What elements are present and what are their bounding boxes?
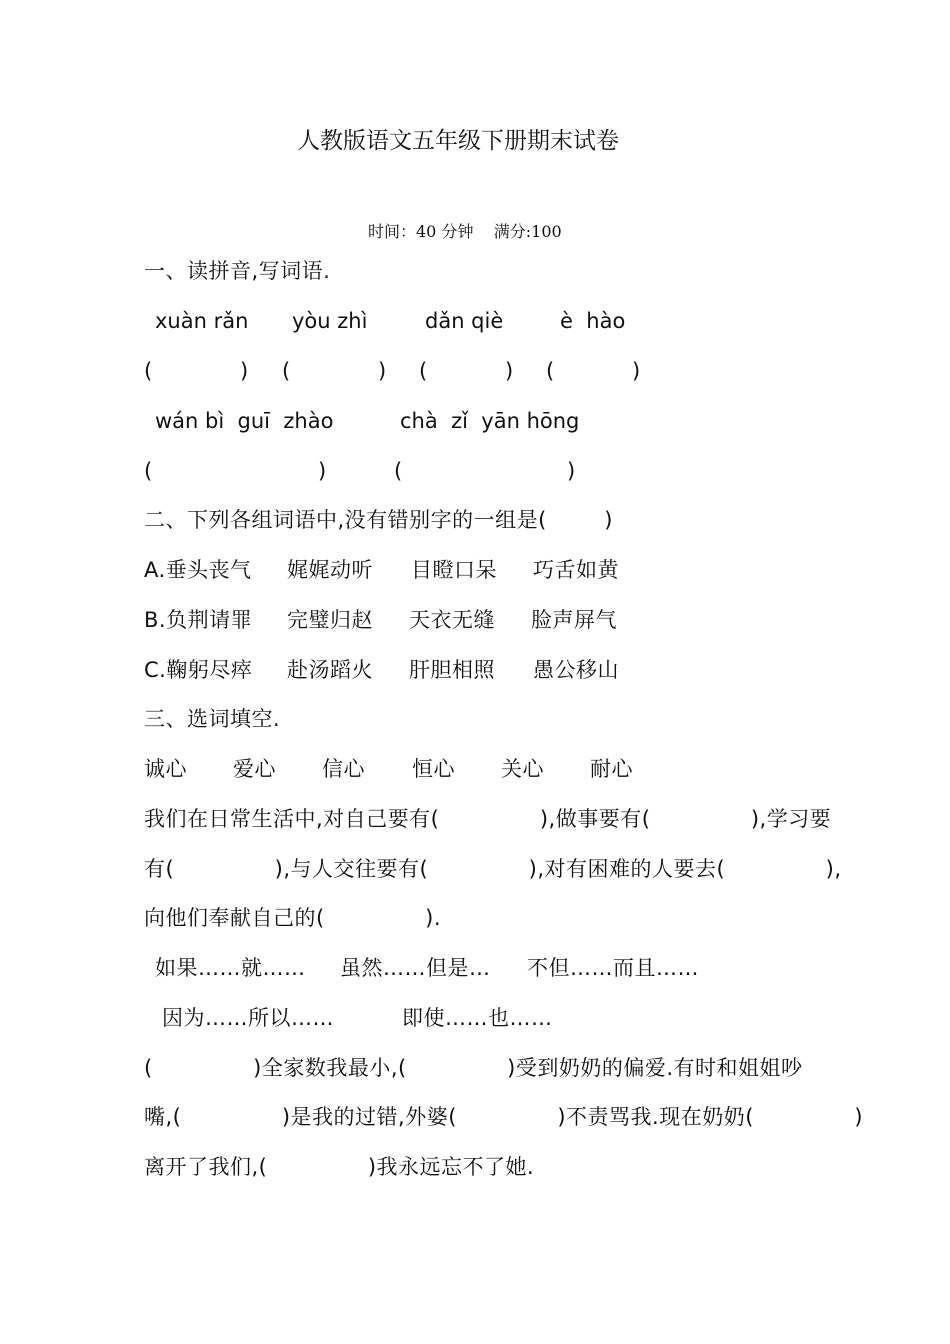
passage-line: 嘴,( )是我的过错,外婆( )不责骂我.现在奶奶( ) (144, 1105, 864, 1129)
pinyin-item: xuàn rǎn (155, 309, 249, 333)
word-choice: 恒心 (412, 757, 455, 781)
word-choice: 关心 (501, 757, 544, 781)
word-choice: 耐心 (590, 757, 633, 781)
conjunction-choice: 不但……而且…… (527, 956, 699, 980)
option-a-word: A.垂头丧气 (144, 558, 252, 582)
passage-line: 离开了我们,( )我永远忘不了她. (144, 1155, 535, 1179)
option-c-word: 赴汤蹈火 (287, 658, 373, 682)
answer-paren-close: ) (567, 459, 576, 483)
pinyin-item: è hào (560, 309, 626, 333)
option-b-word: 脸声屏气 (531, 608, 617, 632)
answer-paren-close: ) (632, 359, 641, 383)
answer-paren-open: ( (282, 359, 291, 383)
answer-paren-close: ) (318, 459, 327, 483)
section3-heading: 三、选词填空. (144, 707, 281, 731)
answer-paren-open: ( (419, 359, 428, 383)
option-c-word: 肝胆相照 (409, 658, 495, 682)
conjunction-choice: 即使……也…… (402, 1006, 553, 1030)
section2-heading: 二、下列各组词语中,没有错别字的一组是( ) (144, 508, 613, 532)
answer-paren-open: ( (144, 459, 153, 483)
passage-line: 向他们奉献自己的( ). (144, 906, 442, 930)
word-choice: 诚心 (144, 757, 187, 781)
word-choice: 信心 (322, 757, 365, 781)
pinyin-item: dǎn qiè (425, 309, 504, 333)
word-choice: 爱心 (233, 757, 276, 781)
passage-line: 我们在日常生活中,对自己要有( ),做事要有( ),学习要 (144, 807, 832, 831)
option-b-word: 完璧归赵 (287, 608, 373, 632)
option-c-word: 愚公移山 (533, 658, 619, 682)
pinyin-item: wán bì guī zhào (155, 409, 334, 433)
page-title: 人教版语文五年级下册期末试卷 (297, 128, 619, 154)
option-b-word: 天衣无缝 (409, 608, 495, 632)
passage-line: 有( ),与人交往要有( ),对有困难的人要去( ), (144, 857, 842, 881)
conjunction-choice: 因为……所以…… (162, 1006, 334, 1030)
answer-paren-close: ) (378, 359, 387, 383)
exam-meta: 时间：40 分钟 满分:100 (368, 222, 562, 241)
conjunction-choice: 虽然……但是… (340, 956, 491, 980)
answer-paren-open: ( (144, 359, 153, 383)
passage-line: ( )全家数我最小,( )受到奶奶的偏爱.有时和姐姐吵 (144, 1056, 803, 1080)
answer-paren-open: ( (394, 459, 403, 483)
option-a-word: 目瞪口呆 (411, 558, 497, 582)
option-a-word: 巧舌如黄 (533, 558, 619, 582)
answer-paren-close: ) (240, 359, 249, 383)
pinyin-item: yòu zhì (292, 309, 368, 333)
section1-heading: 一、读拼音,写词语. (144, 259, 331, 283)
option-a-word: 娓娓动听 (287, 558, 373, 582)
answer-paren-open: ( (546, 359, 555, 383)
conjunction-choice: 如果……就…… (155, 956, 306, 980)
option-c-word: C.鞠躬尽瘁 (144, 658, 253, 682)
option-b-word: B.负荆请罪 (144, 608, 253, 632)
pinyin-item: chà zǐ yān hōng (400, 409, 580, 433)
answer-paren-close: ) (505, 359, 514, 383)
